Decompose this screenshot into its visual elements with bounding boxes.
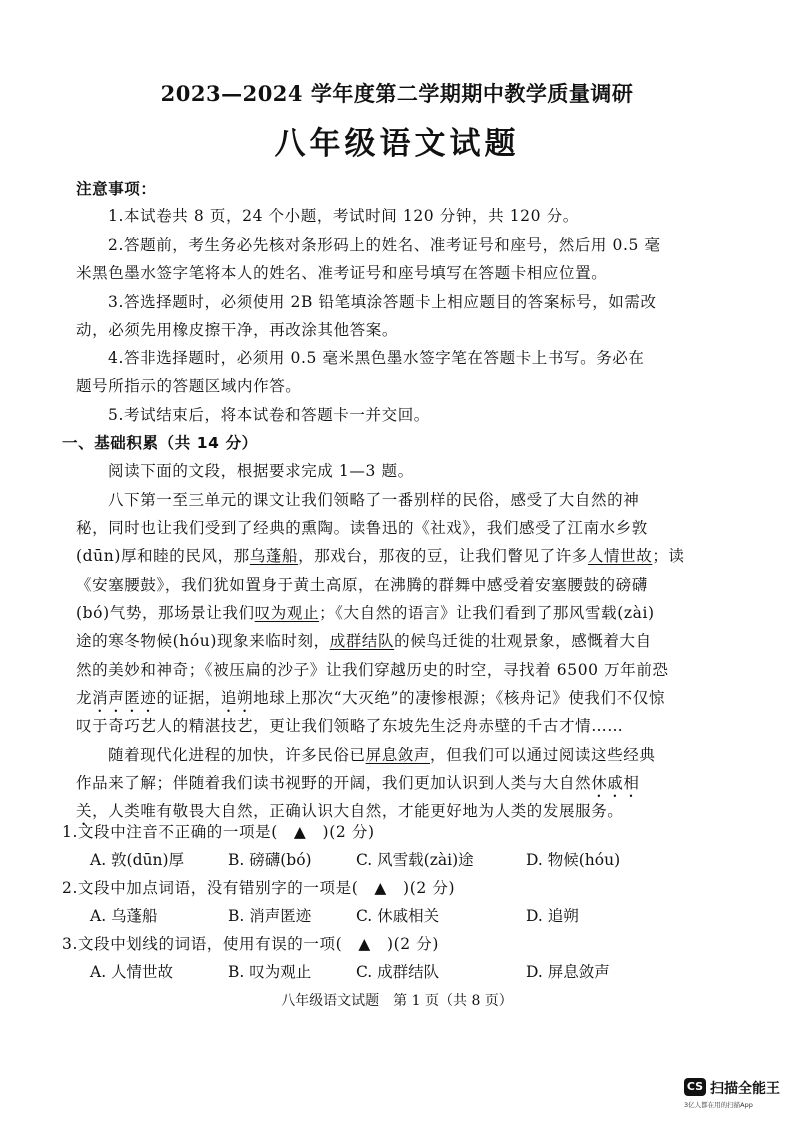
dotted-term: 关 — [76, 802, 93, 820]
notice-item-5: 5.考试结束后，将本试卷和答题卡一并交回。 — [108, 406, 430, 424]
underlined-term: 人情世故 — [587, 547, 653, 565]
passage-line-3 — [76, 544, 685, 566]
camscanner-logo-icon: CS — [684, 1078, 706, 1096]
section-heading: 一、基础积累（共 14 分） — [62, 434, 258, 452]
text: 的候鸟迁徙的壮观景象，感慨着大自 — [394, 632, 652, 650]
text: ，但我们可以通过阅读这些经典 — [430, 746, 656, 764]
question-3-option-b[interactable]: B. 叹为观止 — [228, 963, 312, 981]
passage-line-5 — [76, 601, 655, 623]
notice-item-3-line-2: 动，必须先用橡皮擦干净，再改涂其他答案。 — [76, 321, 399, 339]
dotted-term: 追朔 — [220, 689, 254, 707]
watermark-tagline: 3亿人都在用的扫描App — [684, 1101, 753, 1109]
underlined-term: 乌蓬船 — [249, 547, 299, 565]
question-2-option-b[interactable]: B. 消声匿迹 — [228, 907, 312, 925]
question-3-option-a[interactable]: A. 人情世故 — [90, 963, 174, 981]
text: (bó)气势，那场景让我们 — [76, 604, 255, 622]
underlined-term: 成群结队 — [329, 632, 395, 650]
passage-line-4: 《安塞腰鼓》，我们犹如置身于黄土高原，在沸腾的群舞中感受着安塞腰鼓的磅礴 — [76, 576, 648, 594]
question-1-option-d[interactable]: D. 物候(hóu) — [526, 851, 621, 869]
passage-line-11 — [76, 771, 640, 801]
question-1-stem: 1.文段中注音不正确的一项是( ▲ )(2 分) — [62, 823, 375, 841]
watermark-name: 扫描全能王 — [710, 1081, 780, 1097]
question-2-option-c[interactable]: C. 休戚相关 — [356, 907, 440, 925]
text: 的证据， — [156, 689, 221, 707]
question-2-option-a[interactable]: A. 乌蓬船 — [90, 907, 158, 925]
passage-line-9: 叹于奇巧艺人的精湛技艺，更让我们领略了东坡先生泛舟赤壁的千古才情…… — [76, 717, 624, 735]
dotted-term: 消声匿迹 — [92, 689, 157, 707]
dotted-term: 休戚相 — [591, 774, 640, 792]
notice-heading: 注意事项： — [76, 180, 157, 198]
underlined-term: 屏息敛声 — [365, 746, 431, 764]
underlined-term: 叹为观止 — [254, 604, 320, 622]
question-1-option-a[interactable]: A. 敦(dūn)厚 — [90, 851, 185, 869]
notice-item-2-line-1: 2.答题前，考生务必先核对条形码上的姓名、准考证号和座号，然后用 0.5 毫 — [108, 236, 661, 254]
text: (dūn)厚和睦的民风，那 — [76, 547, 250, 565]
passage-line-2: 秘，同时也让我们受到了经典的熏陶。读鲁迅的《社戏》，我们感受了江南水乡敦 — [76, 519, 648, 537]
notice-item-2-line-2: 米黑色墨水签字笔将本人的姓名、准考证号和座号填写在答题卡相应位置。 — [76, 264, 608, 282]
text: 龙 — [76, 689, 93, 707]
text: ；《大自然的语言》让我们看到了那风雪载(zài) — [319, 604, 655, 622]
text: 地球上那次“大灭绝”的凄惨根源；《核舟记》使我们不仅惊 — [253, 689, 665, 707]
text: ，那戏台，那夜的豆，让我们瞥见了许多 — [298, 547, 588, 565]
passage-line-1: 八下第一至三单元的课文让我们领略了一番别样的民俗，感受了大自然的神 — [108, 491, 640, 509]
notice-item-3-line-1: 3.答选择题时，必须使用 2B 铅笔填涂答题卡上相应题目的答案标号，如需改 — [108, 293, 657, 311]
question-3-option-c[interactable]: C. 成群结队 — [356, 963, 440, 981]
question-2-option-d[interactable]: D. 追朔 — [526, 907, 579, 925]
question-1-option-c[interactable]: C. 风雪载(zài)途 — [356, 851, 474, 869]
text: 随着现代化进程的加快，许多民俗已 — [108, 746, 366, 764]
scanner-watermark — [684, 1076, 784, 1116]
exam-title: 2023—2024 学年度第二学期期中教学质量调研 — [160, 81, 634, 106]
page-footer: 八年级语文试题 第 1 页（共 8 页） — [281, 993, 513, 1009]
passage-line-8 — [76, 686, 665, 716]
question-1-option-b[interactable]: B. 磅礴(bó) — [228, 851, 312, 869]
passage-line-6 — [76, 629, 652, 651]
section-instruction: 阅读下面的文段，根据要求完成 1—3 题。 — [108, 462, 414, 480]
passage-line-7: 然的美妙和神奇；《被压扁的沙子》让我们穿越历史的时空，寻找着 6500 万年前恐 — [76, 661, 669, 679]
notice-item-4-line-1: 4.答非选择题时，必须用 0.5 毫米黑色墨水签字笔在答题卡上书写。务必在 — [108, 349, 645, 367]
question-3-option-d[interactable]: D. 屏息敛声 — [526, 963, 610, 981]
question-2-stem: 2.文段中加点词语，没有错别字的一项是( ▲ )(2 分) — [62, 879, 456, 897]
text: 作品来了解；伴随着我们读书视野的开阔，我们更加认识到人类与大自然 — [76, 774, 592, 792]
question-3-stem: 3.文段中划线的词语，使用有误的一项( ▲ )(2 分) — [62, 935, 439, 953]
paper-title: 八年级语文试题 — [274, 126, 520, 162]
text: ；读 — [652, 547, 685, 565]
notice-item-1: 1.本试卷共 8 页，24 个小题，考试时间 120 分钟，共 120 分。 — [108, 207, 579, 225]
passage-line-10 — [108, 743, 655, 765]
notice-item-4-line-2: 题号所指示的答题区域内作答。 — [76, 377, 302, 395]
text: 途的寒冬物候(hóu)现象来临时刻， — [76, 632, 330, 650]
text: ，人类唯有敬畏大自然，正确认识大自然，才能更好地为人类的发展服务。 — [92, 802, 624, 820]
